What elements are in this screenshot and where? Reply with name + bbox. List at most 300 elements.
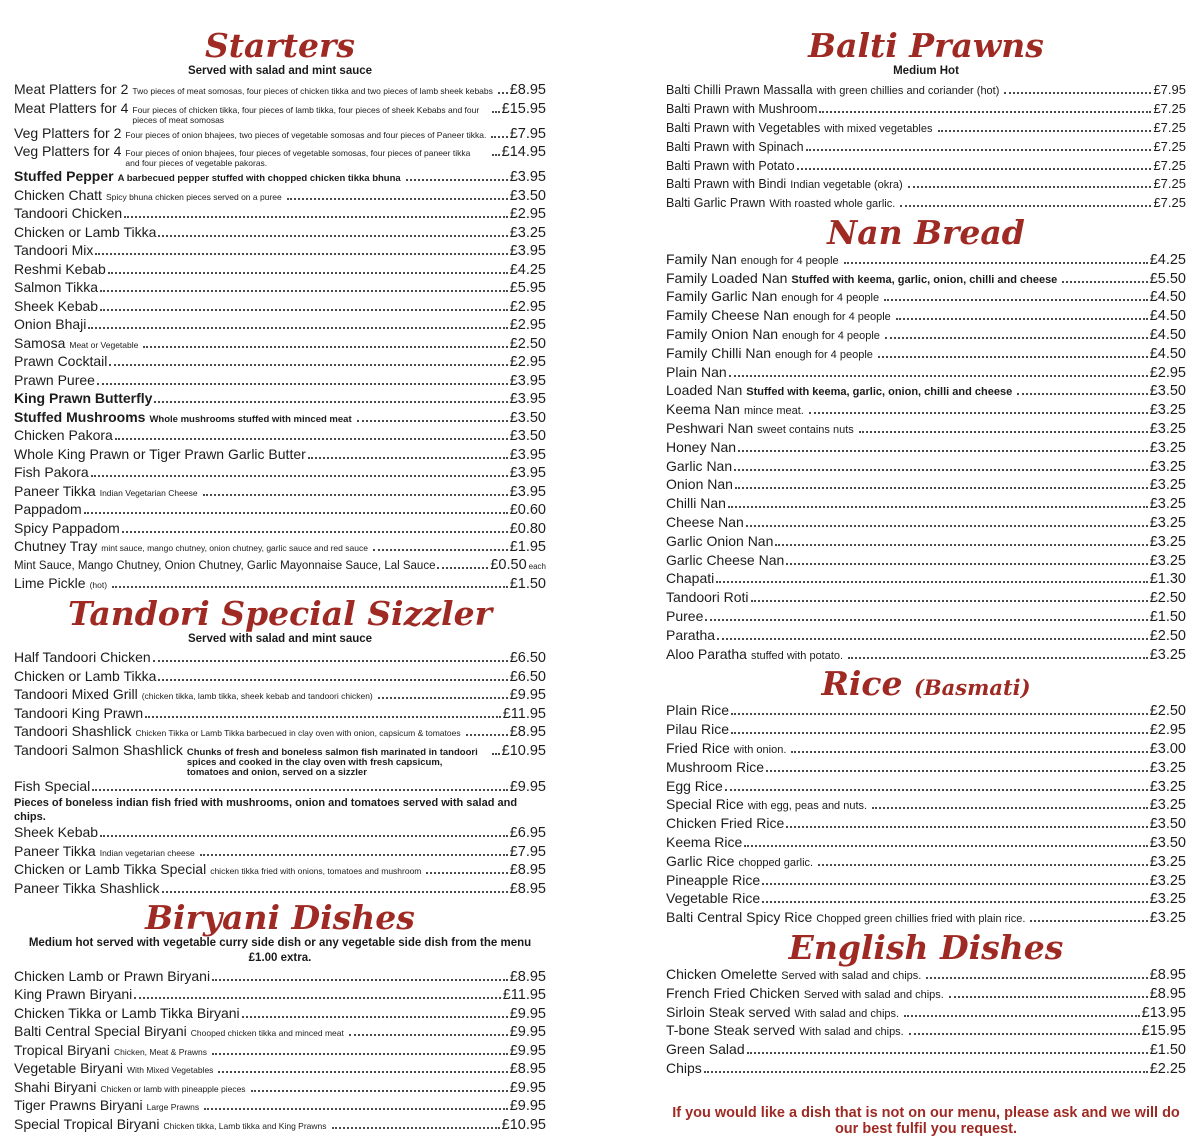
item-description: Chicken or lamb with pineapple pieces [100, 1083, 246, 1094]
dotted-leader [357, 420, 508, 422]
section-title-text: Tandori Special Sizzler [68, 593, 492, 633]
menu-item-row [666, 270, 1186, 289]
item-price: £3.95 [509, 483, 546, 500]
item-name: Tandoori Mix [14, 242, 94, 259]
item-price: £5.95 [509, 280, 546, 297]
item-price: £1.50 [1149, 609, 1186, 626]
item-price: £15.95 [501, 100, 546, 117]
item-price: £8.95 [509, 1061, 546, 1078]
item-name: Vegetable Biryani [14, 1060, 123, 1077]
item-price: £3.25 [1149, 891, 1186, 908]
item-description: Stuffed with keema, garlic, onion, chilli and cheese [791, 273, 1058, 286]
menu-item-row [14, 261, 546, 280]
dotted-leader [896, 318, 1148, 320]
item-description: enough for 4 people [781, 292, 880, 305]
dotted-leader [819, 111, 1151, 113]
dotted-leader [115, 438, 508, 440]
dotted-leader [806, 149, 1152, 151]
menu-item-row [666, 966, 1186, 985]
item-price: £2.50 [509, 335, 546, 352]
item-name: Tandoori Shashlick [14, 723, 132, 740]
item-price: £3.25 [1149, 797, 1186, 814]
item-price: £4.50 [1149, 289, 1186, 306]
item-name: Salmon Tikka [14, 279, 99, 296]
dotted-leader [212, 979, 508, 981]
dotted-leader [158, 679, 507, 681]
item-name: Mushroom Rice [666, 758, 765, 775]
item-price: £2.50 [1149, 627, 1186, 644]
dotted-leader [725, 789, 1148, 791]
item-price: £3.25 [1149, 439, 1186, 456]
item-price: £8.95 [509, 880, 546, 897]
item-price: £9.95 [509, 778, 546, 795]
menu-item-row [14, 316, 546, 335]
menu-item-row [14, 390, 546, 409]
menu-item-row [14, 335, 546, 354]
menu-item-row [666, 721, 1186, 740]
dotted-leader [251, 1090, 508, 1092]
section-title-suffix: (Basmati) [914, 675, 1031, 701]
item-description: chicken tikka fried with onions, tomatoes and mushroom [210, 866, 422, 877]
section-title-starters [14, 26, 546, 65]
item-description: Chooped chicken tikka and minced meat [190, 1028, 344, 1039]
item-description: With roasted whole garlic. [769, 198, 896, 211]
menu-section-tandori-special-sizzler [14, 593, 546, 898]
menu-item-row [14, 125, 546, 144]
menu-item-row [14, 409, 546, 428]
menu-item-row [14, 1060, 546, 1079]
dotted-leader [809, 412, 1148, 414]
item-price: £2.95 [509, 206, 546, 223]
item-price: £7.95 [1153, 82, 1186, 98]
menu-item-row [666, 345, 1186, 364]
section-subtitle: Medium hot served with vegetable curry side dish or any vegetable side dish from the menu £1.00 extra. [28, 937, 532, 964]
dotted-leader [797, 168, 1152, 170]
item-price: £3.95 [509, 243, 546, 260]
dotted-leader [95, 253, 507, 255]
dotted-leader [97, 383, 508, 385]
item-name: T-bone Steak served [666, 1022, 796, 1039]
menu-item-row [14, 224, 546, 243]
item-name: Samosa [14, 334, 66, 351]
dotted-leader [145, 716, 501, 718]
menu-item-row [14, 705, 546, 724]
item-description: sweet contains nuts [757, 424, 854, 437]
item-description: enough for 4 people [792, 311, 891, 324]
menu-item-row [666, 1022, 1186, 1041]
menu-item-row [666, 627, 1186, 646]
dotted-leader [746, 525, 1148, 527]
item-name: Garlic Cheese Nan [666, 551, 785, 568]
menu-item-row [14, 1097, 546, 1116]
dotted-leader [705, 619, 1147, 621]
item-price: £4.50 [1149, 308, 1186, 325]
item-price: £7.95 [509, 843, 546, 860]
menu-item-row [666, 608, 1186, 627]
dotted-leader [949, 996, 1148, 998]
item-name: Balti Prawn with Bindi [666, 177, 787, 192]
item-name: Tandoori King Prawn [14, 704, 144, 721]
item-name: Honey Nan [666, 438, 737, 455]
menu-item-row [666, 909, 1186, 928]
item-price: £3.25 [1149, 402, 1186, 419]
item-name: Meat Platters for 4 [14, 99, 129, 116]
item-description: Meat or Vegetable [69, 339, 139, 350]
item-name: King Prawn Biryani [14, 986, 133, 1003]
dotted-leader [218, 1071, 507, 1073]
item-description: Four pieces of onion bhajees, four pieces of vegetable somosas, four pieces of paneer tikka and four pieces of vegetable pakoras. [125, 148, 471, 169]
dotted-leader [844, 262, 1148, 264]
item-price: £9.95 [509, 1005, 546, 1022]
menu-item-row [666, 890, 1186, 909]
item-name: Chicken or Lamb Tikka [14, 667, 157, 684]
item-price: £9.95 [509, 1024, 546, 1041]
menu-item-row [666, 570, 1186, 589]
item-description: With Mixed Vegetables [126, 1065, 214, 1076]
item-description: Served with salad and chips. [803, 988, 944, 1001]
item-name: Prawn Cocktail [14, 353, 108, 370]
dotted-leader [731, 732, 1148, 734]
menu-item-row [14, 1023, 546, 1042]
menu-item-row [14, 986, 546, 1005]
item-price: £9.95 [509, 1079, 546, 1096]
section-title-text: Nan Bread [827, 212, 1025, 252]
dotted-leader [909, 1033, 1140, 1035]
dotted-leader [938, 130, 1152, 132]
item-price: £3.25 [1149, 477, 1186, 494]
menu-section-starters [14, 26, 546, 594]
item-name: Chicken Lamb or Prawn Biryani [14, 967, 211, 984]
dotted-leader [332, 1127, 500, 1129]
item-name: Tandoori Salmon Shashlick [14, 741, 183, 758]
dotted-leader [885, 337, 1148, 339]
item-name: Family Loaded Nan [666, 269, 788, 286]
item-price: £3.50 [1149, 834, 1186, 851]
dotted-leader [731, 713, 1148, 715]
menu-section-biryani-dishes [14, 898, 546, 1134]
item-name: Pilau Rice [666, 721, 730, 738]
item-price: £4.50 [1149, 345, 1186, 362]
menu-item-row [14, 242, 546, 261]
dotted-leader [491, 136, 507, 138]
item-name: Tiger Prawns Biryani [14, 1097, 143, 1114]
item-name: Paneer Tikka Shashlick [14, 879, 160, 896]
dotted-leader [704, 1071, 1148, 1073]
menu-item-row [14, 168, 546, 187]
item-name: Balti Prawn with Mushroom [666, 102, 818, 117]
dotted-leader [124, 216, 508, 218]
item-price: £2.95 [1149, 722, 1186, 739]
item-name: Special Rice [666, 796, 744, 813]
menu-item-row [666, 288, 1186, 307]
item-name: Green Salad [666, 1041, 745, 1058]
item-name: Veg Platters for 2 [14, 124, 122, 141]
menu-item-row [14, 968, 546, 987]
item-name: Tropical Biryani [14, 1041, 110, 1058]
item-name: Chicken or Lamb Tikka Special [14, 861, 207, 878]
menu-item-row [666, 382, 1186, 401]
item-name: Family Nan [666, 250, 737, 267]
menu-item-row [666, 646, 1186, 665]
item-name: Garlic Nan [666, 457, 733, 474]
dotted-leader [100, 835, 508, 837]
dotted-leader [716, 581, 1147, 583]
menu-item-row [14, 464, 546, 483]
item-name: Chapati [666, 570, 715, 587]
item-name: Family Chilli Nan [666, 344, 772, 361]
dotted-leader [492, 154, 500, 156]
menu-item-row [14, 483, 546, 502]
item-name: Plain Rice [666, 702, 730, 719]
menu-item-row [666, 138, 1186, 157]
dotted-leader [203, 494, 508, 496]
item-price: £3.00 [1149, 740, 1186, 757]
item-name: Keema Rice [666, 833, 743, 850]
dotted-leader [406, 179, 508, 181]
dotted-leader [437, 567, 488, 569]
menu-item-row [14, 143, 546, 168]
item-price: £7.25 [1153, 195, 1186, 211]
menu-item-row [14, 824, 546, 843]
menu-item-row [666, 326, 1186, 345]
item-name: Balti Garlic Prawn [666, 196, 766, 211]
item-name: Fried Rice [666, 739, 730, 756]
menu-item-row [14, 187, 546, 206]
item-description: chopped garlic. [738, 856, 814, 869]
item-name: Family Cheese Nan [666, 307, 789, 324]
item-description: Stuffed with keema, garlic, onion, chilli and cheese [746, 386, 1013, 399]
dotted-leader [349, 1034, 508, 1036]
dotted-leader [729, 375, 1148, 377]
item-price: £3.25 [509, 224, 546, 241]
dotted-leader [158, 235, 507, 237]
dotted-leader [242, 1016, 508, 1018]
item-name: Half Tandoori Chicken [14, 649, 151, 666]
section-title-biryani-dishes [14, 898, 546, 938]
item-price: £0.80 [509, 520, 546, 537]
menu-item-row [14, 686, 546, 705]
item-description: mint sauce, mango chutney, onion chutney, garlic sauce and red sauce [101, 543, 368, 554]
item-name: Chutney Tray [14, 538, 98, 555]
item-name: Onion Bhaji [14, 316, 87, 333]
dotted-leader [762, 901, 1148, 903]
item-price: £5.50 [1149, 270, 1186, 287]
menu-item-row [14, 557, 546, 576]
item-name: Balti Prawn with Potato [666, 158, 795, 173]
item-name: Sirloin Steak served [666, 1003, 791, 1020]
menu-item-row [666, 1060, 1186, 1079]
item-name: Sheek Kebab [14, 297, 99, 314]
menu-item-row [14, 742, 546, 778]
item-price: £3.50 [1149, 383, 1186, 400]
item-name: Stuffed Mushrooms [14, 408, 146, 425]
item-name: Veg Platters for 4 [14, 143, 122, 160]
menu-item-row [14, 861, 546, 880]
item-name: Puree [666, 608, 704, 625]
dotted-leader [818, 864, 1148, 866]
dotted-leader [1004, 92, 1151, 94]
item-price: £7.95 [509, 125, 546, 142]
menu-item-row [666, 853, 1186, 872]
section-title-english-dishes [666, 927, 1186, 967]
dotted-leader [908, 186, 1152, 188]
menu-section-nan-bread [666, 212, 1186, 665]
menu-item-row [666, 552, 1186, 571]
item-price: £8.95 [509, 862, 546, 879]
item-price: £7.25 [1153, 176, 1186, 192]
item-name: Vegetable Rice [666, 890, 761, 907]
item-description: Chicken, Meat & Prawns [113, 1046, 208, 1057]
menu-section-english-dishes [666, 927, 1186, 1079]
menu-item-row [666, 589, 1186, 608]
item-price: £7.25 [1153, 119, 1186, 135]
item-description: with mixed vegetables [824, 122, 933, 135]
item-name: Peshwari Nan [666, 420, 754, 437]
menu-item-row [666, 759, 1186, 778]
item-price: £10.95 [501, 1116, 546, 1133]
item-name: Chicken Fried Rice [666, 815, 785, 832]
item-description: Indian vegetable (okra) [790, 179, 903, 192]
item-price: £3.25 [1149, 421, 1186, 438]
menu-item-row [666, 157, 1186, 176]
menu-item-row [14, 538, 546, 557]
item-description: mince meat. [743, 405, 804, 418]
menu-item-row [14, 100, 546, 125]
item-price: £3.25 [1149, 552, 1186, 569]
item-description: with egg, peas and nuts. [747, 800, 868, 813]
dotted-leader [735, 487, 1148, 489]
menu-item-row [14, 372, 546, 391]
item-name: King Prawn Butterfly [14, 390, 153, 407]
dotted-leader [1062, 281, 1147, 283]
section-title-tandori-special-sizzler [14, 593, 546, 633]
item-name: Paneer Tikka [14, 482, 96, 499]
menu-column-left [14, 26, 546, 1133]
dotted-leader [786, 826, 1147, 828]
item-description: Spicy bhuna chicken pieces served on a puree [105, 191, 282, 202]
item-price: £1.95 [509, 539, 546, 556]
section-title-text: Rice [821, 664, 903, 704]
item-price: £10.95 [501, 742, 546, 759]
item-price: £3.25 [1149, 778, 1186, 795]
dotted-leader [154, 401, 507, 403]
dotted-leader [766, 770, 1148, 772]
dotted-leader [84, 512, 508, 514]
item-price: £2.50 [1149, 590, 1186, 607]
item-name: Keema Nan [666, 401, 740, 418]
menu-item-row [14, 520, 546, 539]
item-description: (chicken tikka, lamb tikka, sheek kebab and tandoori chicken) [141, 691, 373, 702]
section-title-text: Starters [204, 26, 356, 65]
dotted-leader [200, 854, 508, 856]
dotted-leader [1030, 920, 1147, 922]
section-title-nan-bread [666, 212, 1186, 252]
item-name: Pappadom [14, 501, 82, 518]
menu-item-row [14, 649, 546, 668]
dotted-leader [204, 1108, 508, 1110]
menu-item-row [666, 175, 1186, 194]
item-name: Sheek Kebab [14, 824, 99, 841]
item-description: Served with salad and chips. [781, 969, 922, 982]
item-price: £2.50 [1149, 703, 1186, 720]
dotted-leader [786, 563, 1147, 565]
item-price: £3.25 [1149, 759, 1186, 776]
dotted-leader [373, 549, 508, 551]
item-name: Stuffed Pepper [14, 168, 114, 185]
menu-item-row [14, 446, 546, 465]
item-name: Meat Platters for 2 [14, 81, 129, 98]
menu-note: Pieces of boneless indian fish fried with mushrooms, onion and tomatoes served with salad and chips. [14, 797, 518, 824]
item-price: £1.50 [509, 576, 546, 593]
item-price: £4.25 [509, 261, 546, 278]
item-price: £13.95 [1141, 1004, 1186, 1021]
item-price: £3.95 [509, 391, 546, 408]
item-description: with onion. [733, 743, 787, 756]
dotted-leader [775, 544, 1147, 546]
menu-item-row [666, 495, 1186, 514]
menu-section-rice [666, 664, 1186, 928]
section-title-balti-prawns [666, 26, 1186, 65]
menu-item-row [666, 834, 1186, 853]
item-price: £3.95 [509, 372, 546, 389]
menu-item-row [666, 740, 1186, 759]
section-title-text: Balti Prawns [808, 26, 1044, 65]
menu-item-row [666, 401, 1186, 420]
menu-column-right [666, 26, 1186, 1137]
menu-item-row [666, 476, 1186, 495]
section-title-rice [666, 664, 1186, 704]
menu-item-row [666, 872, 1186, 891]
dotted-leader [492, 753, 500, 755]
section-title-text: English Dishes [788, 927, 1064, 967]
item-name: Tandoori Chicken [14, 205, 123, 222]
item-price: £3.25 [1149, 515, 1186, 532]
dotted-leader [162, 891, 508, 893]
menu-item-row [14, 1042, 546, 1061]
item-name: Tandoori Mixed Grill [14, 686, 138, 703]
item-name: Chilli Nan [666, 495, 726, 512]
dotted-leader [308, 457, 508, 459]
item-description: Indian Vegetarian Cheese [99, 487, 198, 498]
item-price: £8.95 [1149, 966, 1186, 983]
menu-item-row [666, 420, 1186, 439]
dotted-leader [717, 638, 1148, 640]
section-subtitle: Served with salad and mint sauce [187, 632, 373, 645]
menu-item-row [666, 364, 1186, 383]
item-name: Chicken Pakora [14, 427, 113, 444]
item-price: £11.95 [502, 987, 546, 1004]
section-subtitle: Medium Hot [893, 64, 959, 77]
item-description: Four pieces of chicken tikka, four pieces of lamb tikka, four pieces of sheek Kebabs and four pieces of meat somosas [132, 104, 480, 125]
item-description: Indian vegetarian cheese [99, 847, 195, 858]
dotted-leader [212, 1053, 508, 1055]
item-name: Fish Pakora [14, 464, 89, 481]
item-name: Lime Pickle [14, 575, 86, 592]
item-price: £3.25 [1149, 533, 1186, 550]
menu-item-row [666, 439, 1186, 458]
item-price: £3.50 [509, 187, 546, 204]
menu-item-row [14, 1116, 546, 1135]
item-description: (hot) [89, 580, 108, 591]
item-price: £4.25 [1149, 251, 1186, 268]
menu-item-row [14, 205, 546, 224]
dotted-leader [848, 657, 1148, 659]
item-price: £3.25 [1149, 853, 1186, 870]
dotted-leader [122, 531, 508, 533]
menu-item-row [14, 778, 546, 797]
section-subtitle: Served with salad and mint sauce [187, 64, 373, 77]
item-price: £0.50 [490, 556, 527, 573]
